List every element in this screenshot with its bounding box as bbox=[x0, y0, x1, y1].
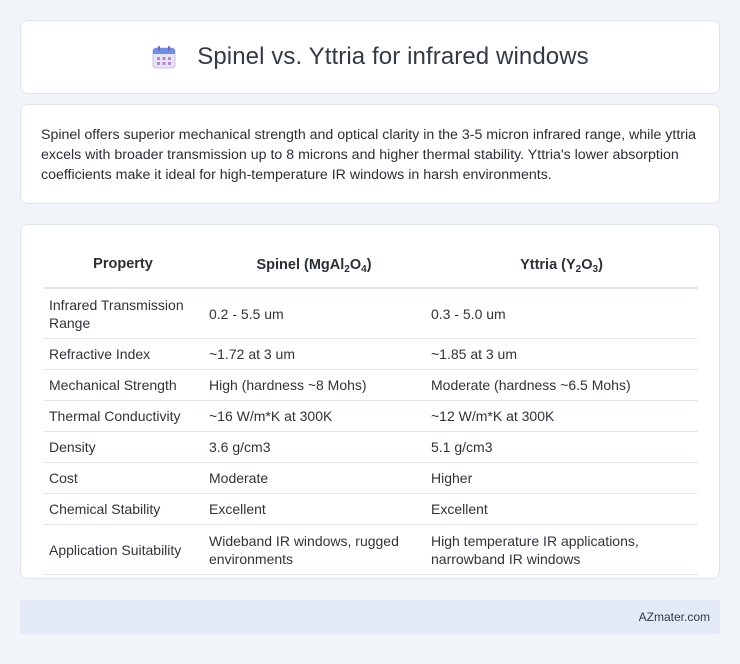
cell-property: Mechanical Strength bbox=[43, 370, 203, 401]
table-header-row bbox=[43, 241, 698, 289]
summary-text: Spinel offers superior mechanical strength and optical clarity in the 3-5 micron infrared range, while yttria excels with broader transmission up to 8 microns and higher thermal stability. Yttria's lower absorption coefficients make it ideal for high-temperature IR windows in harsh environments. bbox=[41, 127, 697, 183]
comparison-card bbox=[20, 224, 720, 579]
cell-yttria: Higher bbox=[425, 463, 698, 494]
cell-property: Thermal Conductivity bbox=[43, 401, 203, 432]
header-yttria-prefix: Yttria (Y bbox=[520, 257, 576, 273]
cell-property: Density bbox=[43, 432, 203, 463]
cell-spinel: High (hardness ~8 Mohs) bbox=[203, 370, 425, 401]
header-spinel-suffix: ) bbox=[366, 257, 372, 273]
header-yttria-sub2: 3 bbox=[592, 264, 599, 275]
cell-property: Cost bbox=[43, 463, 203, 494]
header-property: Property bbox=[43, 241, 203, 289]
page-title: Spinel vs. Yttria for infrared windows bbox=[197, 43, 589, 70]
table-row bbox=[43, 289, 698, 339]
table-row bbox=[43, 494, 698, 525]
cell-yttria: Moderate (hardness ~6.5 Mohs) bbox=[425, 370, 698, 401]
table-row bbox=[43, 401, 698, 432]
cell-spinel: ~16 W/m*K at 300K bbox=[203, 401, 425, 432]
header-yttria-mid: O bbox=[581, 257, 593, 273]
table-row bbox=[43, 339, 698, 370]
header-spinel-sub1: 2 bbox=[344, 264, 350, 275]
table-row bbox=[43, 370, 698, 401]
footer bbox=[20, 600, 720, 634]
cell-property: Application Suitability bbox=[43, 525, 203, 575]
cell-yttria: 0.3 - 5.0 um bbox=[425, 289, 698, 339]
table-row bbox=[43, 432, 698, 463]
header-spinel bbox=[203, 241, 425, 289]
cell-property: Infrared Transmission Range bbox=[43, 289, 203, 339]
header-yttria-suffix: ) bbox=[598, 257, 603, 273]
title-wrap bbox=[151, 43, 589, 71]
cell-property: Chemical Stability bbox=[43, 494, 203, 525]
cell-yttria: ~12 W/m*K at 300K bbox=[425, 401, 698, 432]
title-card bbox=[20, 20, 720, 94]
cell-spinel: Wideband IR windows, rugged environments bbox=[203, 525, 425, 575]
header-yttria bbox=[425, 241, 698, 289]
table-row bbox=[43, 525, 698, 575]
cell-yttria: ~1.85 at 3 um bbox=[425, 339, 698, 370]
comparison-table bbox=[43, 241, 698, 575]
header-yttria-sub1: 2 bbox=[575, 264, 582, 275]
cell-yttria: High temperature IR applications, narrowband IR windows bbox=[425, 525, 698, 575]
cell-spinel: Moderate bbox=[203, 463, 425, 494]
cell-spinel: ~1.72 at 3 um bbox=[203, 339, 425, 370]
header-spinel-prefix: Spinel (MgAl bbox=[256, 257, 345, 273]
header-spinel-mid: O bbox=[349, 257, 362, 273]
cell-spinel: Excellent bbox=[203, 494, 425, 525]
cell-spinel: 0.2 - 5.5 um bbox=[203, 289, 425, 339]
calendar-icon bbox=[151, 44, 177, 70]
table-row bbox=[43, 463, 698, 494]
cell-spinel: 3.6 g/cm3 bbox=[203, 432, 425, 463]
cell-yttria: Excellent bbox=[425, 494, 698, 525]
summary-card bbox=[20, 104, 720, 204]
footer-brand: AZmater.com bbox=[638, 610, 710, 624]
cell-yttria: 5.1 g/cm3 bbox=[425, 432, 698, 463]
header-spinel-sub2: 4 bbox=[361, 264, 367, 275]
cell-property: Refractive Index bbox=[43, 339, 203, 370]
